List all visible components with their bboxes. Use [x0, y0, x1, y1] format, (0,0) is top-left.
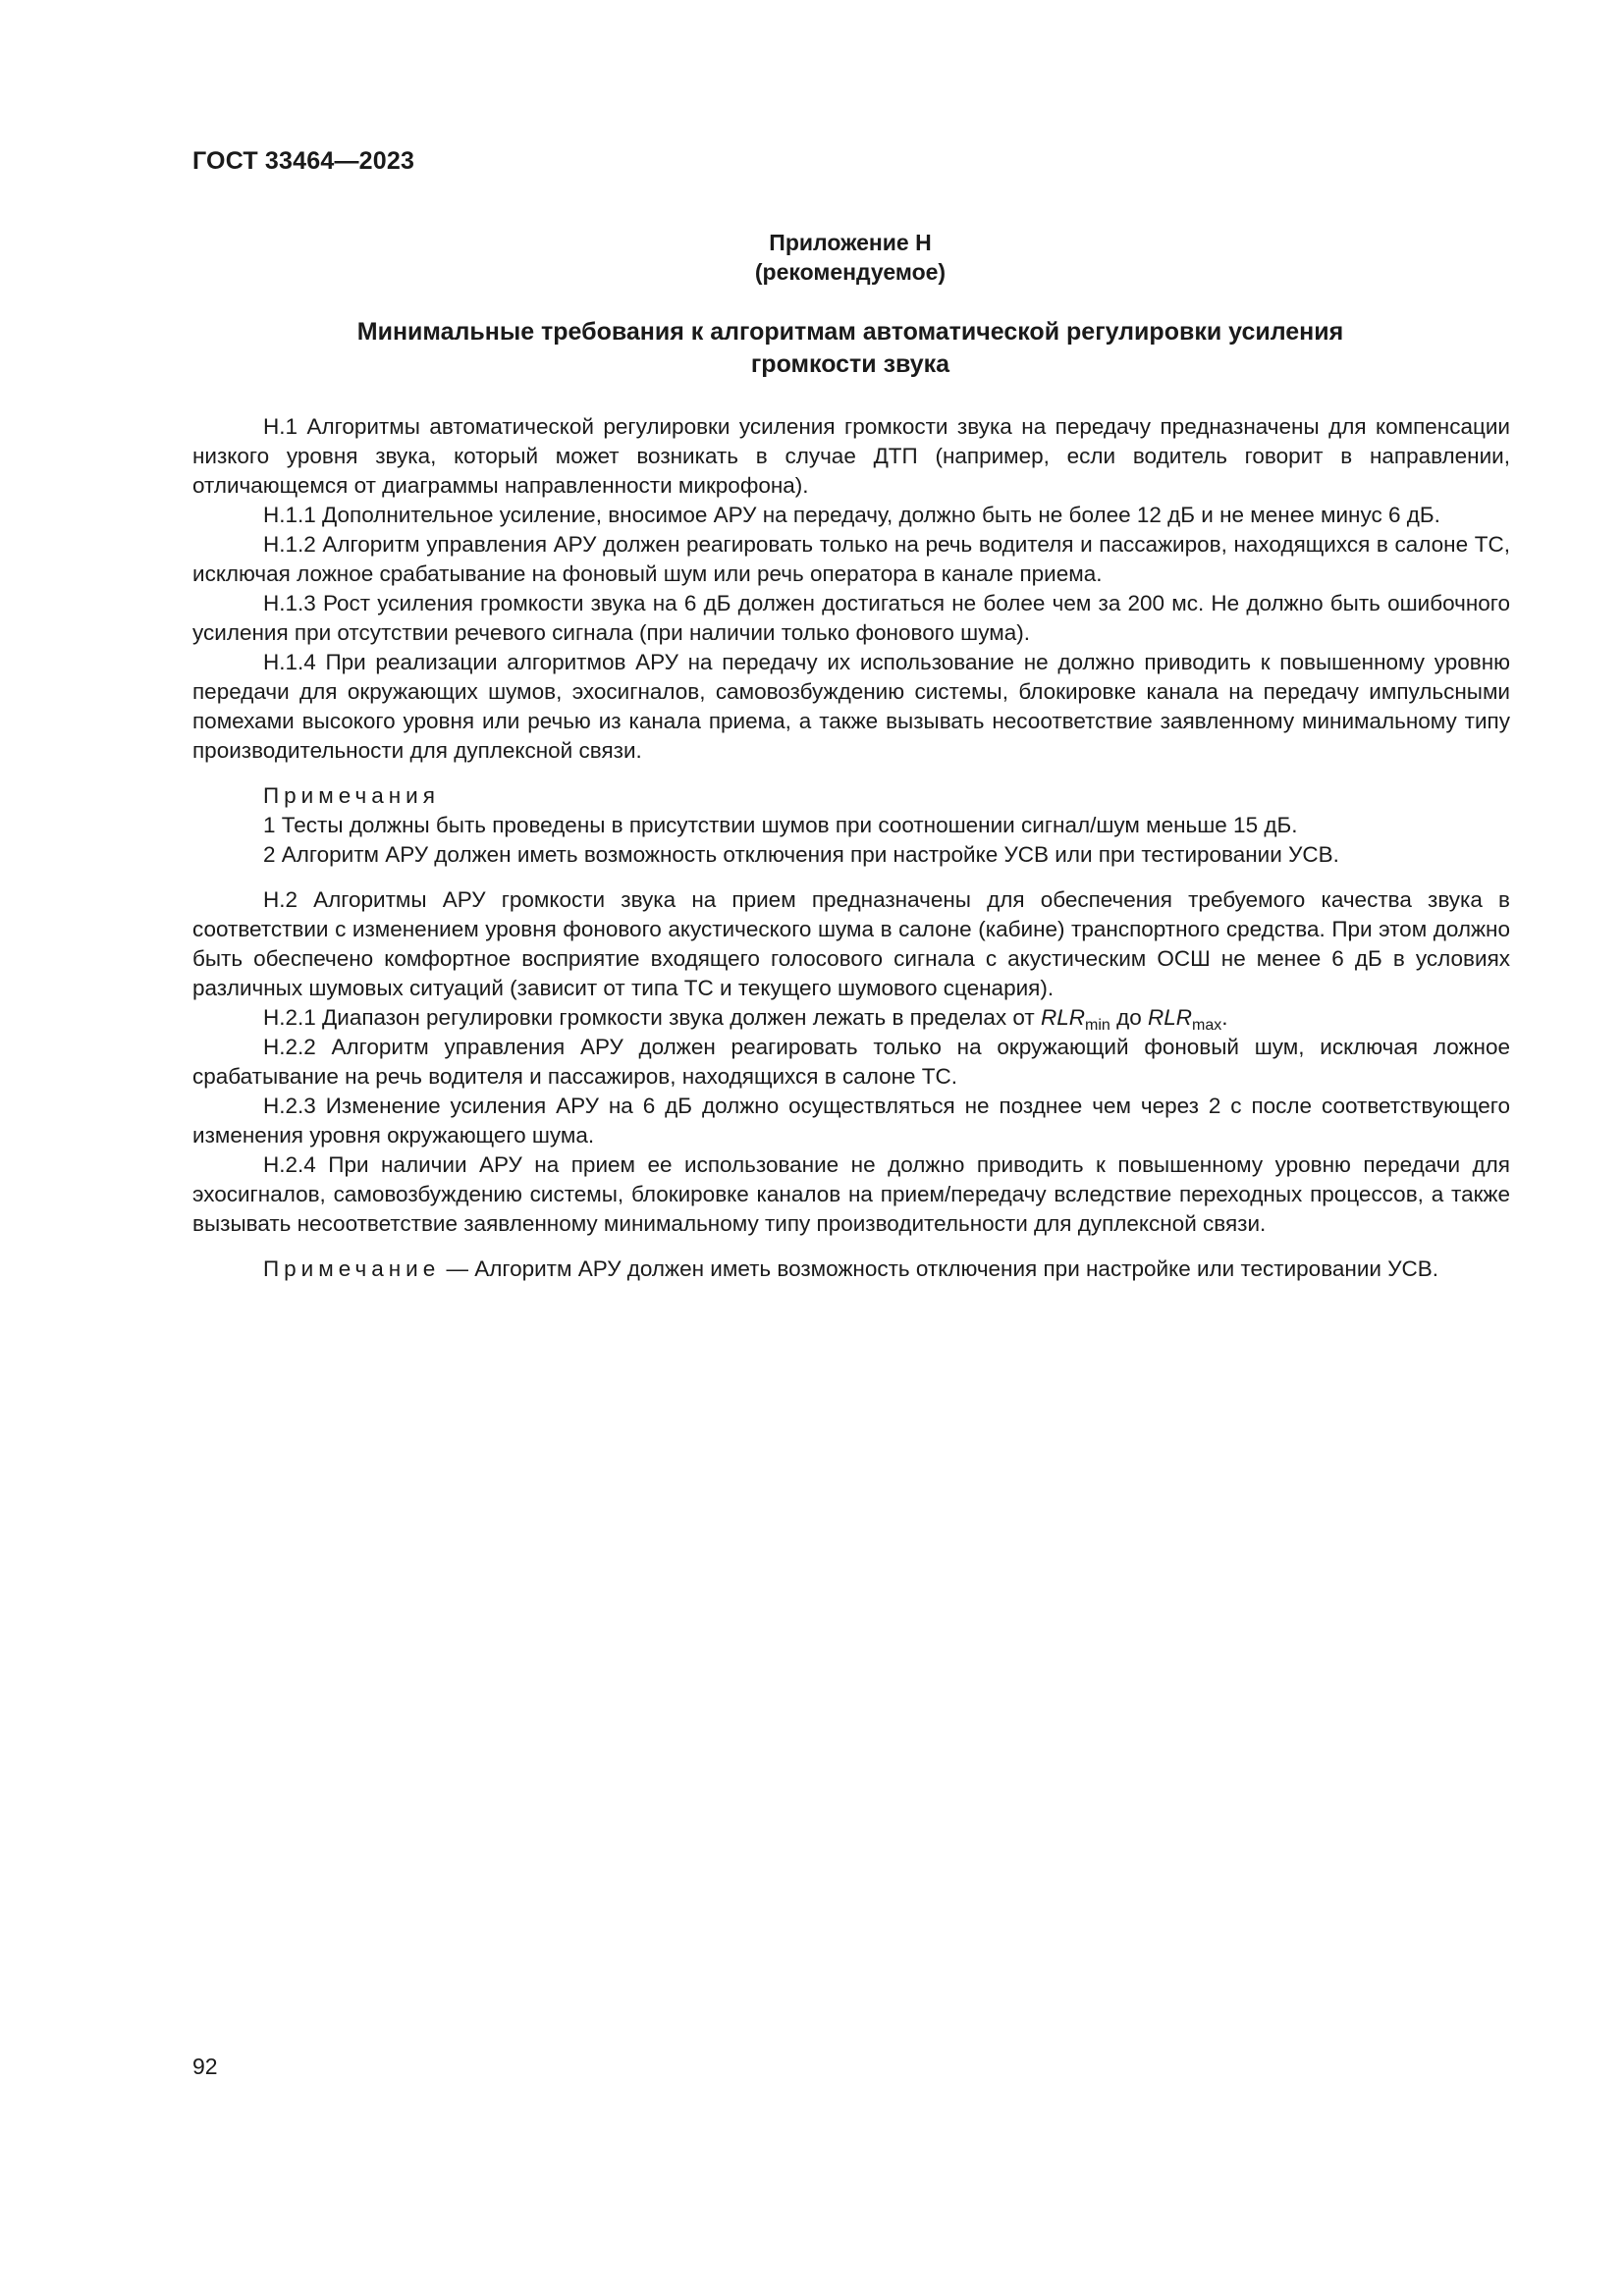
- paragraph-h2-1: [192, 1003, 1510, 1033]
- h2-1-mid: до: [1116, 1005, 1142, 1030]
- rlr-min-subscript: min: [1085, 1017, 1110, 1034]
- rlr-max-subscript: max: [1192, 1017, 1222, 1034]
- note-1: 1 Тесты должны быть проведены в присутствии шумов при соотношении сигнал/шум меньше 15 дБ.: [263, 813, 1298, 837]
- document-body: [192, 412, 1510, 1284]
- page-number: 92: [192, 2054, 218, 2079]
- paragraph-h2: Н.2 Алгоритмы АРУ громкости звука на прием предназначены для обеспечения требуемого качества звука в соответствии с изменением уровня фонового акустического шума в салоне (кабине) транспортного средства. При этом должно быть обеспечено комфортное восприятие входящего голосового сигнала с акустическим ОСШ не менее 6 дБ в условиях различных шумовых ситуаций (зависит от типа ТС и текущего шумового сценария).: [192, 887, 1510, 1000]
- annex-title-line-1: Минимальные требования к алгоритмам автоматической регулировки усиления: [356, 318, 1344, 346]
- annex-label: Приложение Н: [769, 230, 932, 255]
- annex-title-line-2: громкости звука: [750, 350, 950, 378]
- paragraph-h1-1: Н.1.1 Дополнительное усиление, вносимое АРУ на передачу, должно быть не более 12 дБ и не менее минус 6 дБ.: [263, 503, 1440, 527]
- final-note: [192, 1255, 1510, 1284]
- annex-status: (рекомендуемое): [754, 259, 947, 285]
- annex-heading: [192, 228, 1508, 287]
- annex-title: [192, 316, 1508, 381]
- document-code: ГОСТ 33464—2023: [192, 147, 415, 175]
- paragraph-h1-4: Н.1.4 При реализации алгоритмов АРУ на передачу их использование не должно приводить к повышенному уровню передачи для окружающих шумов, эхосигналов, самовозбуждению системы, блокировке канала на передачу импульсными помехами высокого уровня или речью из канала приема, а также вызывать несоответствие заявленному минимальному типу производительности для дуплексной связи.: [192, 650, 1510, 763]
- h2-1-prefix: Н.2.1 Диапазон регулировки громкости звука должен лежать в пределах от: [263, 1005, 1035, 1030]
- paragraph-h2-3: Н.2.3 Изменение усиления АРУ на 6 дБ должно осуществляться не позднее чем через 2 с после соответствующего изменения уровня окружающего шума.: [192, 1094, 1510, 1148]
- paragraph-h2-4: Н.2.4 При наличии АРУ на прием ее использование не должно приводить к повышенному уровню передачи для эхосигналов, самовозбуждению системы, блокировке каналов на прием/передачу вследствие переходных процессов, а также вызывать несоответствие заявленному минимальному типу производительности для дуплексной связи.: [192, 1152, 1510, 1236]
- paragraph-h1: Н.1 Алгоритмы автоматической регулировки усиления громкости звука на передачу предназначены для компенсации низкого уровня звука, который может возникать в случае ДТП (например, если водитель говорит в направлении, отличающемся от диаграммы направленности микрофона).: [192, 414, 1510, 498]
- paragraph-h1-2: Н.1.2 Алгоритм управления АРУ должен реагировать только на речь водителя и пассажиров, находящихся в салоне ТС, исключая ложное срабатывание на фоновый шум или речь оператора в канале приема.: [192, 532, 1510, 586]
- final-note-heading: Примечание: [263, 1256, 441, 1281]
- final-note-text: — Алгоритм АРУ должен иметь возможность отключения при настройке или тестировании УСВ.: [440, 1256, 1439, 1281]
- notes-heading: Примечания: [263, 783, 440, 808]
- h2-1-end: .: [1221, 1005, 1228, 1030]
- rlr-min-symbol: RLR: [1041, 1005, 1086, 1030]
- rlr-max-symbol: RLR: [1147, 1005, 1192, 1030]
- paragraph-h1-3: Н.1.3 Рост усиления громкости звука на 6 дБ должен достигаться не более чем за 200 мс. Не должно быть ошибочного усиления при отсутствии речевого сигнала (при наличии только фонового шума).: [192, 591, 1510, 645]
- paragraph-h2-2: Н.2.2 Алгоритм управления АРУ должен реагировать только на окружающий фоновый шум, исключая ложное срабатывание на речь водителя и пассажиров, находящихся в салоне ТС.: [192, 1035, 1510, 1089]
- note-2: 2 Алгоритм АРУ должен иметь возможность отключения при настройке УСВ или при тестировании УСВ.: [263, 842, 1339, 867]
